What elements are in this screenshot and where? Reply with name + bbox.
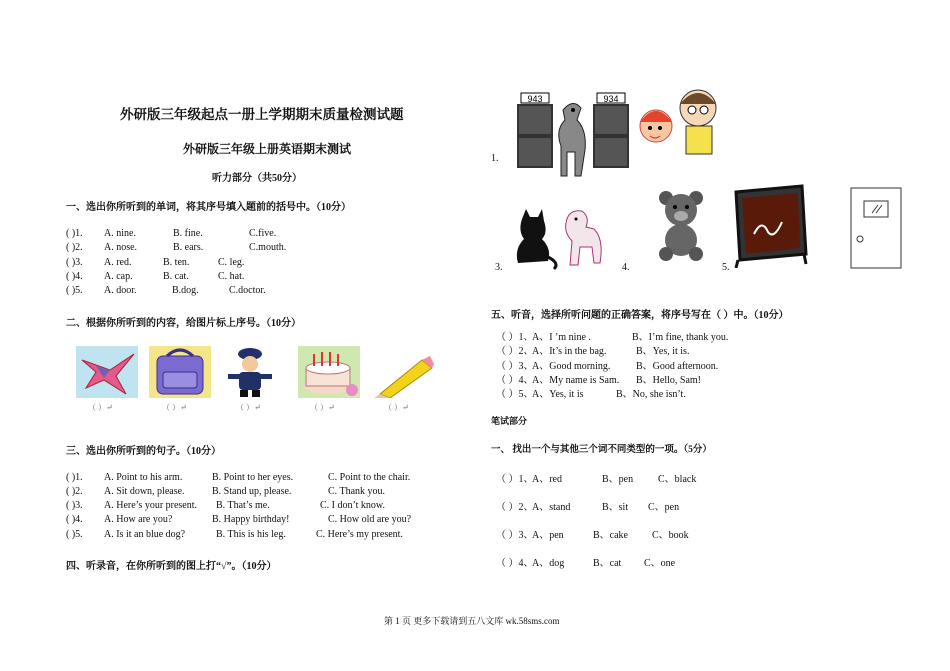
picture-label-1: 1. xyxy=(491,153,499,164)
picture-caption-3: （ ）↵ xyxy=(236,403,261,412)
page-subtitle: 外研版三年级上册英语期末测试 xyxy=(183,142,352,156)
page-footer: 第 1 页 更多下载请到五八文库 wk.58sms.com xyxy=(384,616,560,626)
section-4-heading: 四、听录音，在你所听到的图上打“√”。（10分） xyxy=(66,561,277,572)
picture-caption-4: （ ）↵ xyxy=(310,403,335,412)
blackboard-picture xyxy=(732,184,808,268)
section-5-heading: 五、听音，选择所听问题的正确答案，将序号写在（ ）中。（10分） xyxy=(491,310,789,321)
doors-and-dog-picture xyxy=(515,90,631,182)
picture-label-4: 4. xyxy=(622,262,630,273)
picture-caption-5: （ ）↵ xyxy=(384,403,409,412)
picture-label-3: 3. xyxy=(495,262,503,273)
section-1-heading: 一、选出你所听到的单词，将其序号填入题前的括号中。（10分） xyxy=(66,202,351,213)
picture-caption-2: （ ）↵ xyxy=(162,403,187,412)
page-title: 外研版三年级起点一册上学期期末质量检测试题 xyxy=(120,107,404,122)
teddy-bear-picture xyxy=(654,188,710,264)
section-2-heading: 二、根据你所听到的内容，给图片标上序号。（10分） xyxy=(66,318,301,329)
pencil-picture xyxy=(372,354,438,398)
cat-picture xyxy=(508,205,560,271)
door-picture xyxy=(850,187,902,269)
bird-picture xyxy=(76,346,138,398)
written-section-1-heading: 一、 找出一个与其他三个词不同类型的一项。（5分） xyxy=(491,445,712,455)
listening-label: 听力部分（共50分） xyxy=(212,173,302,184)
birthday-cake-picture xyxy=(298,346,360,398)
picture-caption-1: （ ）↵ xyxy=(88,403,113,412)
door-number-934: 934 xyxy=(603,94,619,104)
written-part-label: 笔试部分 xyxy=(491,416,528,426)
picture-label-5: 5. xyxy=(722,262,730,273)
section-3-heading: 三、选出你所听到的句子。（10分） xyxy=(66,446,221,457)
boy-and-girl-picture xyxy=(636,82,726,158)
dog-picture xyxy=(558,203,610,271)
door-number-943: 943 xyxy=(527,94,543,104)
policeman-picture xyxy=(224,346,276,398)
schoolbag-picture xyxy=(149,346,211,398)
